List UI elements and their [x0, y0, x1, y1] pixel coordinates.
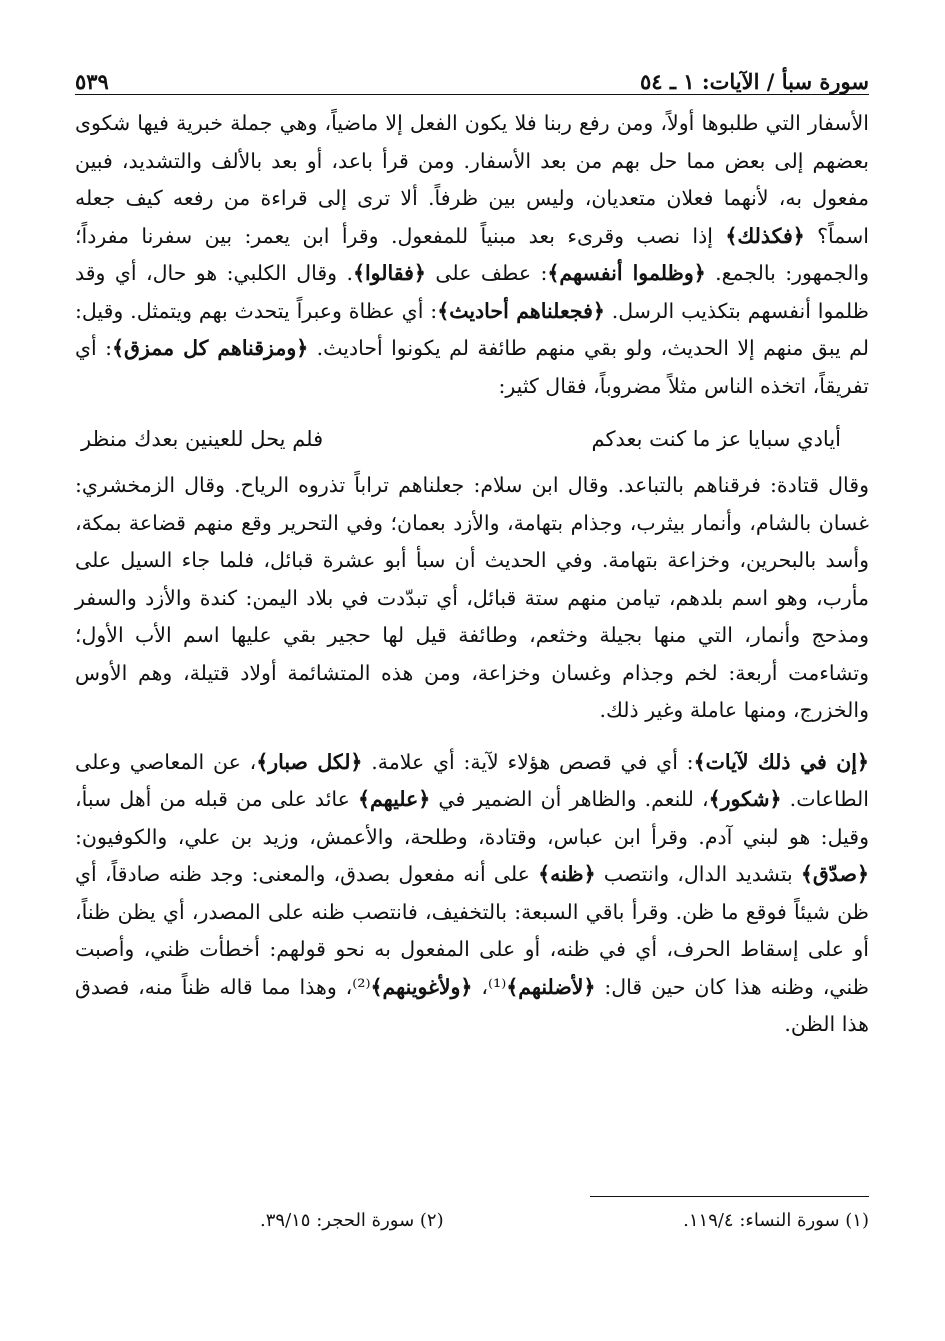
running-header-title: سورة سبأ / الآيات: ١ ـ ٥٤ — [639, 69, 869, 94]
quran-quote: ﴿ولأغوينهم﴾ — [370, 974, 473, 999]
paragraph — [75, 467, 869, 730]
text-run: : أي في قصص هؤلاء لآية: أي علامة. — [362, 749, 694, 774]
quran-quote: ﴿فجعلناهم أحاديث﴾ — [437, 298, 605, 323]
text-run: ، عن المعاصي وعلى الطاعات. — [75, 749, 869, 811]
paragraph — [75, 744, 869, 1044]
quran-quote: ﴿ظنه﴾ — [538, 862, 596, 886]
text-run: : أي عظاة وعبراً يتحدث بهم ويتمثل. وقيل: لم يبق منهم إلا الحديث، ولو بقي منهم طائفة لم يكونوا أحاديث. — [75, 298, 869, 360]
quran-quote: ﴿لكل صبار﴾ — [256, 749, 363, 774]
footnote-rule — [590, 1196, 869, 1197]
text-run: : أي تفريقاً، اتخذه الناس مثلاً مضروباً، فقال كثير: — [75, 336, 869, 398]
page — [75, 60, 869, 1044]
paragraph — [75, 105, 869, 405]
text-run: عائد على من قبله من أهل سبأ، وقيل: هو لبني آدم. وقرأ ابن عباس، وقتادة، وطلحة، والأعمش، وزيد بن علي، والكوفيون: — [75, 787, 869, 849]
text-run: إذا نصب وقرىء بعد مبنياً للمفعول. وقرأ ابن يعمر: بين سفرنا مفرداً؛ والجمهور: بالجمع. — [75, 223, 869, 285]
quran-quote: ﴿فكذلك﴾ — [725, 223, 805, 248]
text-run: الأسفار التي طلبوها أولاً، ومن رفع ربنا فلا يكون الفعل إلا ماضياً، وهي جملة خبرية فيها شكوى بعضهم إلى بعض مما حل بهم من بعد الأسفار. ومن قرأ باعد، أو بعد بالألف والتشديد، فبين مفعول به، لأنهما فعلان متعديان، وليس بين ظرفاً. ألا ترى إلى قراءة من رفعه كيف جعله اسماً؟ — [75, 111, 869, 248]
quran-quote: ﴿إن في ذلك لآيات﴾ — [693, 749, 869, 774]
footnote-1: (١) سورة النساء: ١١٩/٤. — [683, 1210, 869, 1231]
page-number: ٥٣٩ — [75, 69, 109, 94]
footnote-2: (٢) سورة الحجر: ٣٩/١٥. — [260, 1210, 444, 1231]
quran-quote: ﴿شكور﴾ — [708, 787, 782, 811]
footnotes — [260, 1206, 869, 1236]
poetry-verse — [81, 419, 841, 459]
text-run: ، للنعم. والظاهر أن الضمير في — [430, 787, 709, 811]
quran-quote: ﴿ومزقناهم كل ممزق﴾ — [112, 336, 309, 360]
quran-quote: ﴿عليهم﴾ — [357, 787, 431, 811]
text-run: على أنه مفعول بصدق، والمعنى: وجد ظنه صادقاً، أي ظن شيئاً فوقع ما ظن. وقرأ باقي السبعة: بالتخفيف، فانتصب ظنه على المصدر، أي يظن ظناً، أو على إسقاط الحرف، أي في ظنه، أو على المفعول به نحو قولهم: أخطأت ظني، وأصبت ظني، وظنه هذا كان حين قال: — [75, 862, 870, 999]
quran-quote: ﴿صدّق﴾ — [800, 862, 869, 886]
quran-quote: ﴿فقالوا﴾ — [352, 261, 426, 285]
text-run: بتشديد الدال، وانتصب — [595, 862, 801, 886]
body-text — [75, 105, 869, 1044]
text-run: : عطف على — [425, 261, 548, 285]
running-header — [75, 60, 869, 95]
quran-quote: ﴿وظلموا أنفسهم﴾ — [547, 261, 706, 285]
text-run: ⁽²⁾، وهذا مما قاله ظناً منه، فصدق هذا الظن. — [75, 974, 869, 1036]
text-run: . وقال الكلبي: هو حال، أي وقد ظلموا أنفسهم بتكذيب الرسل. — [75, 261, 869, 323]
verse-second-hemistich: فلم يحل للعينين بعدك منظر — [81, 427, 324, 451]
text-run: وقال قتادة: فرقناهم بالتباعد. وقال ابن سلام: جعلناهم تراباً تذروه الرياح. وقال الزمخشري: غسان بالشام، وأنمار بيثرب، وجذام بتهامة، والأزد بعمان؛ وفي التحرير وقع منهم قضاعة بمكة، وأسد بالبحرين، وخزاعة بتهامة. وفي الحديث أن سبأ أبو عشرة قبائل، فلما جاء السيل على مأرب، وهو اسم بلدهم، تيامن منهم ستة قبائل، أي تبدّدت في بلاد اليمن: كندة والأزد والسفر ومذحج وأنمار، التي منها بجيلة وخثعم، وطائفة قيل لها حجير بقي عليها اسم الأب الأول؛ وتشاءمت أربعة: لخم وجذام وغسان وخزاعة، ومن هذه المتشائمة أولاد قتيلة، وهم الأوس والخزرج، ومنها عاملة وغير ذلك. — [75, 473, 869, 722]
verse-first-hemistich: أيادي سبايا عز ما كنت بعدكم — [591, 427, 841, 451]
quran-quote: ﴿لأضلنهم﴾ — [506, 974, 596, 999]
text-run: ⁽¹⁾، — [472, 974, 507, 999]
